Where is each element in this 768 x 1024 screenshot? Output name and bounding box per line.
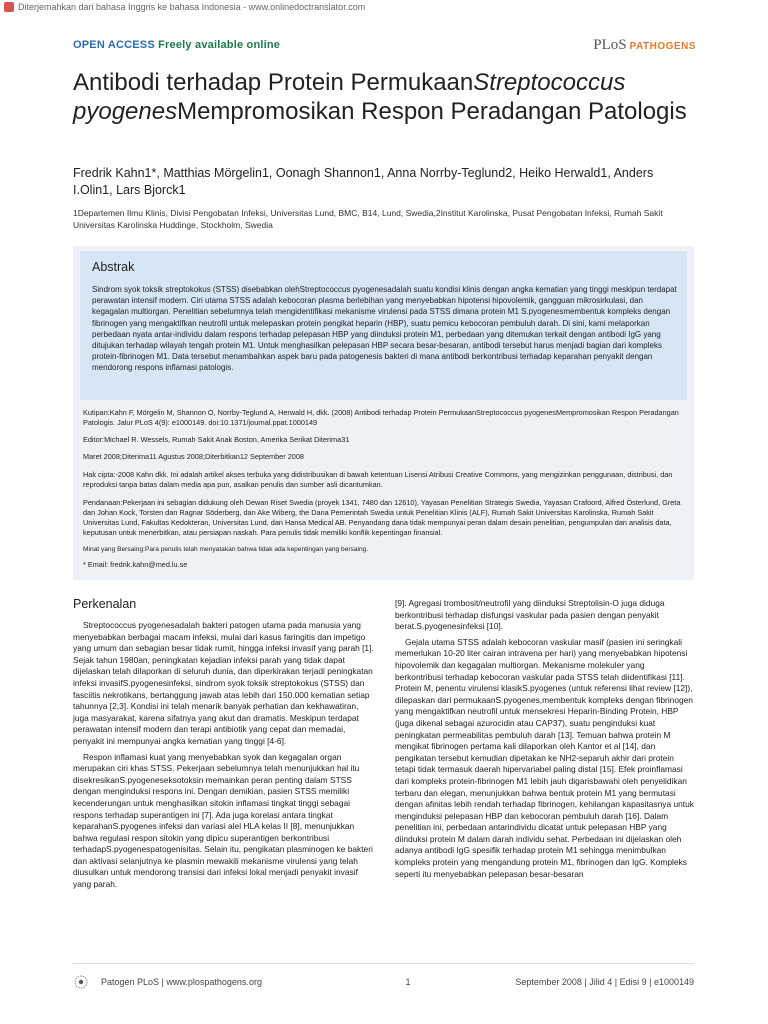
open-access-label [73, 39, 280, 51]
journal-logo [593, 37, 696, 54]
section-heading-introduction: Perkenalan [73, 597, 137, 611]
citation: Kutipan:Kahn F, Mörgelin M, Shannon O, Norrby-Teglund A, Herwald H, dkk. (2008) Antibodi terhadap Protein PermukaanStreptococcus pyogenesMempromosikan Respon Peradangan Patologis. Jalur PLoS 4(9): e1000149. doi:10.1371/journal.ppat.1000149 [83, 408, 679, 427]
funding: Pendanaan:Pekerjaan ini sebagian didukung oleh Dewan Riset Swedia (proyek 1341, 7480 dan 12610), Yayasan Penelitian Strategis Swedia, Yayasan Crafoord, Alfred Österlund, Greta dan Johan Kock, Torsten dan Ragnar Söderberg, dan Ake Wiberg, the Dana Pemerintah Swedia untuk Penelitian Klinis (ALF), Rumah Sakit Universitas Karolinska, Rumah Sakit Universitas Lund, Fakultas Kedokteran, Universitas Lund, dan Hansa Medical AB. Penyandang dana tidak mempunyai peran dalam desain penelitian, pengumpulan dan analisis data, keputusan untuk menerbitkan, atau persiapan naskah. Para penulis tidak memiliki konflik kepentingan finansial. [83, 498, 681, 537]
dates-line: Maret 2008;Diterima11 Agustus 2008;Diterbitkan12 September 2008 [83, 452, 304, 461]
left-paragraph-2: Respon inflamasi kuat yang menyebabkan syok dan kegagalan organ merupakan ciri khas STSS. Pekerjaan sebelumnya telah menunjukkan hal itu disekresikanS.pyogeneseksotoksin memainkan peran penting dalam STSS dengan menginduksi respons ini. Dengan demikian, pasien STSS memiliki kecenderungan untuk menghasilkan sitokin inflamasi tingkat tinggi sebagai respons terhadap superantigen ini [7]. Ada juga korelasi antara tingkat keparahanS.pyogenes infeksi dan variasi alel HLA kelas II [8], menunjukkan bahwa regulasi respon sitokin yang dipicu superantigen berkontribusi terhadapS.pyogenespatogenisitas. Selain itu, pengikatan plasminogen ke bakteri dan aktivasi selanjutnya ke plasmin mewakili mekanisme virulensi yang telah diusulkan untuk mendorong transisi dari infeksi lokal menjadi penyakit invasif yang parah. [73, 751, 373, 890]
footer-journal-link[interactable]: Patogen PLoS | www.plospathogens.org [101, 977, 262, 987]
title-part-3: Mempromosikan Respon Peradangan Patologis [177, 98, 687, 125]
left-paragraph-1: Streptococcus pyogenesadalah bakteri patogen utama pada manusia yang menyebabkan berbagai macam infeksi, mulai dari kasus faringitis dan impetigo yang umum dan sebagian besar tidak rumit, hingga infeksi invasif yang parah [1]. Sejak tahun 1980an, peningkatan kejadian infeksi parah yang tidak dapat dijelaskan telah dilaporkan di seluruh dunia, dan diperkirakan terjadi peningkatan infeksi invasifS.pyogenesinfeksi, sindrom syok toksik streptokokus (STSS) dan fasciitis nekrotikans, bertanggung jawab atas lebih dari 150.000 kematian setiap tahunnya [2,3]. Kondisi ini telah menarik banyak perhatian dan kekhawatiran, juga masyarakat, karena sifatnya yang akut dan dramatis. Meskipun terdapat perawatan intensif modern dan terapi antibiotik yang cepat dan memadai, penyakit ini mempunyai angka kematian yang tinggi [4-6]. [73, 620, 374, 746]
translator-icon [4, 2, 14, 12]
abstract-panel [73, 246, 694, 580]
translator-banner [0, 0, 768, 14]
abstract-body: Sindrom syok toksik streptokokus (STSS) disebabkan olehStreptococcus pyogenesadalah suatu kondisi klinis dengan angka kematian yang tinggi meskipun terdapat perawatan intensif modern. Ciri utama STSS adalah kebocoran plasma berlebihan yang menyebabkan hipotensi hipovolemik, gangguan mikrosirkulasi, dan kegagalan multiorgan. Penelitian sebelumnya telah mengidentifikasi mekanisme virulensi pada STSS dimana protein M1 S.pyogenesmembentuk kompleks dengan fibrinogen yang mengaktifkan neutrofil untuk melepaskan protein pengikat heparin (HBP), suatu pemicu kebocoran pembuluh darah. Di sini, kami melaporkan perbedaan nyata antar-individu dalam respons terhadap pelepasan HBP yang diinduksi protein M1, perbedaan yang ditemukan terkait dengan antibodi IgG yang ditujukan terhadap wilayah tengah protein M1. Untuk menghasilkan pelepasan HBP secara besar-besaran, antibodi tersebut harus menjadi bagian dari kompleks protein-fibrinogen M1. Data tersebut menambahkan aspek baru pada patogenesis bakteri di mana antibodi berkontribusi terhadap keparahan penyakit dengan mendorong respons inflamasi patologis. [92, 285, 677, 373]
author-list: Fredrik Kahn1*, Matthias Mörgelin1, Oonagh Shannon1, Anna Norrby-Teglund2, Heiko Herwald1, Anders I.Olin1, Lars Bjorck1 [73, 166, 654, 197]
journal-section: PATHOGENS [629, 40, 696, 52]
footer-divider [73, 963, 694, 964]
free-online-text: Freely available online [158, 39, 281, 51]
plos-logo-icon [73, 974, 95, 990]
editor-line: Editor:Michael R. Wessels, Rumah Sakit Anak Boston, Amerika Serikat Diterima31 [83, 435, 350, 444]
page-number: 1 [405, 977, 411, 987]
translator-text: Diterjemahkan dari bahasa Inggris ke bahasa Indonesia - www.onlinedoctranslator.com [18, 2, 366, 12]
copyright: Hak cipta:-2008 Kahn dkk. Ini adalah artikel akses terbuka yang didistribusikan di bawah ketentuan Lisensi Atribusi Creative Commons, yang mengizinkan penggunaan, distribusi, dan reproduksi tanpa batas dalam media apa pun, asalkan penulis dan sumber asli dicantumkan. [83, 470, 673, 489]
journal-header [73, 36, 696, 54]
issue-info: September 2008 | Jilid 4 | Edisi 9 | e1000149 [515, 977, 694, 987]
open-access-text: OPEN ACCESS [73, 39, 155, 51]
article-title [73, 68, 693, 126]
affiliations: 1Departemen Ilmu Klinis, Divisi Pengobatan Infeksi, Universitas Lund, BMC, B14, Lund, Swedia,2Institut Karolinska, Pusat Pengobatan Infeksi, Rumah Sakit Universitas Karolinska Huddinge, Stockholm, Swedia [73, 208, 663, 230]
title-part-1: Antibodi terhadap Protein Permukaan [73, 69, 474, 96]
journal-name: PLoS [593, 36, 627, 53]
right-paragraph-1: [9]. Agregasi trombosit/neutrofil yang diinduksi Streptolisin-O juga diduga berkontribusi terhadap disfungsi vaskular pada pasien dengan penyakit berat.S.pyogenesinfeksi [10]. [395, 598, 665, 632]
abstract-highlight [80, 251, 687, 400]
right-column [395, 598, 694, 884]
left-column [73, 620, 376, 895]
email-line: * Email: fredrik.kahn@med.lu.se [83, 560, 188, 569]
page-footer [73, 973, 694, 991]
title-species: Streptococcus pyogenes [73, 69, 626, 125]
competing-interests: Minat yang Bersaing:Para penulis telah menyatakan bahwa tidak ada kepentingan yang bersaing. [83, 546, 369, 553]
right-paragraph-2: Gejala utama STSS adalah kebocoran vaskular masif (pasien ini seringkali memerlukan 10-20 liter cairan intravena per hari) yang menyebabkan hipotensi hipovolemik dan kegagalan multiorgan. Mekanisme molekuler yang berkontribusi terhadap kebocoran vaskular pada STSS telah diidentifikasi [11]. Protein M, penentu virulensi klasikS.pyogenes (untuk referensi lihat review [12]), dilepaskan dari permukaanS.pyogenes,membentuk kompleks dengan fibrinogen yang mengaktifkan neutrofil untuk mensekresi Heparin-Binding Protein, HBP (juga dikenal sebagai azurocidin atau CAP37), suatu penginduksi kuat peningkatan permeabilitas pembuluh darah [13]. Temuan bahwa protein M mengikat fibrinogen pertama kali dilaporkan oleh Kantor et al [14], dan pengikatan tersebut kemudian dipetakan ke NH2-separuh akhir dari protein tetapi tidak termasuk daerah hipervariabel paling distal [15]. Efek proinflamasi dari kompleks protein-fibrinogen M1 lebih jauh digarisbawahi oleh penyelidikan terbaru dan elegan, menunjukkan bahwa bentuk protein M1 yang bermutasi dengan afinitas lebih rendah terhadap fibrinogen, kehilangan kapasitasnya untuk menginduksi pelepasan HBP dan kebocoran pembuluh darah [16]. Dalam penelitian ini, perbedaan antarindividu dicatat untuk pelepasan HBP yang diinduksi protein M dalam darah individu sehat. Perbedaan ini dijelaskan oleh adanya antibodi IgG spesifik terhadap protein M1 sehingga menimbulkan kompleks protein yang mengandung protein M1, fibrinogen dan IgG. Kompleks seperti itu menyebabkan pelepasan besar-besaran [395, 636, 694, 879]
abstract-heading: Abstrak [92, 260, 135, 274]
